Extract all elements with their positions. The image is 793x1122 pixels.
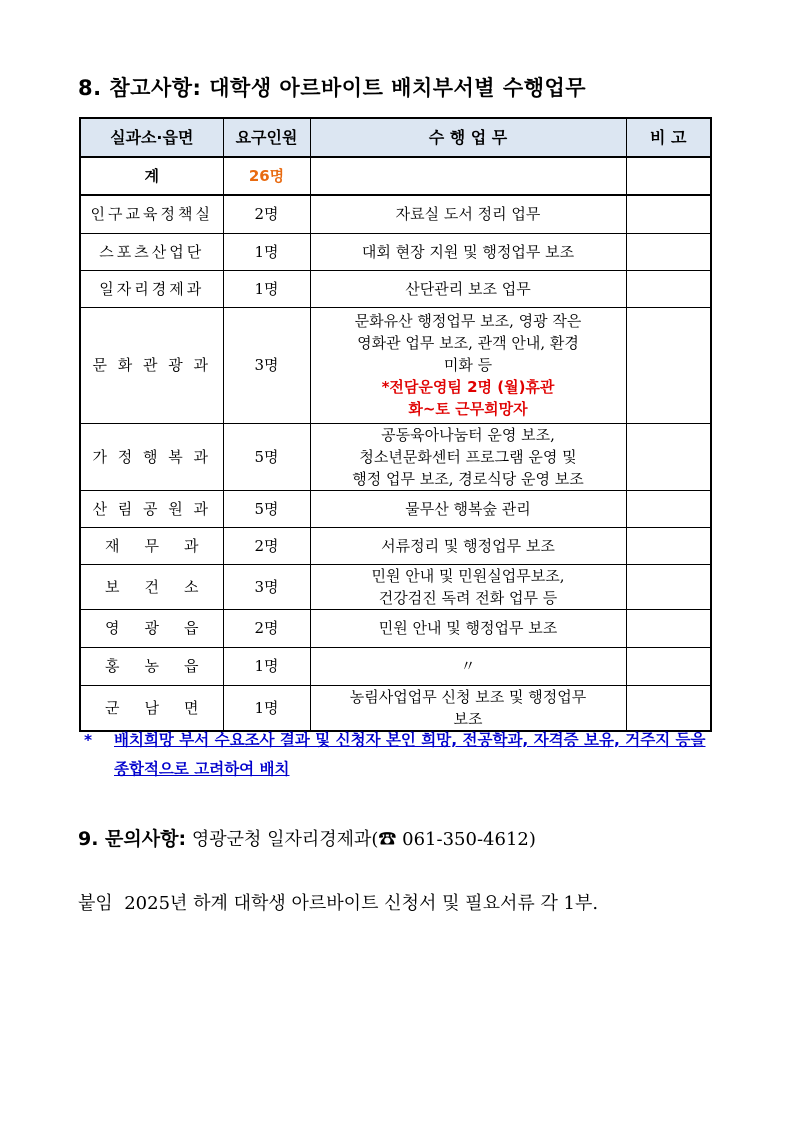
footnote	[84, 726, 724, 784]
task-line: 민원 안내 및 행정업무 보조	[378, 619, 558, 637]
total-row	[80, 157, 711, 195]
dept-char: 광	[144, 619, 159, 637]
task-line: 산단관리 보조 업무	[405, 279, 531, 298]
note-cell	[626, 233, 711, 270]
task-line: 보조	[453, 709, 483, 728]
note-cell	[626, 609, 711, 647]
dept-char: 군	[105, 698, 120, 717]
dept-name: 문 화 관 광 과	[92, 356, 212, 374]
task-line: 〃	[460, 657, 476, 675]
task-line: 청소년문화센터 프로그램 운영 및	[359, 447, 577, 466]
count-cell: 2명	[223, 609, 310, 647]
task-line: 농림사업업무 신청 보조 및 행정업무	[349, 687, 587, 706]
tasks-cell	[310, 490, 626, 527]
dept-char: 보	[105, 577, 120, 596]
table-row	[80, 490, 711, 527]
dept-name: 스포츠산업단	[99, 242, 205, 261]
dept-cell	[80, 423, 223, 490]
dept-name	[81, 576, 223, 598]
dept-name: 인구교육정책실	[90, 205, 213, 224]
header-dept: 실과소·읍면	[80, 118, 223, 157]
task-red-note: 화~토 근무희망자	[408, 400, 528, 418]
note-cell	[626, 647, 711, 685]
contact-text: 영광군청 일자리경제과(☎ 061-350-4612)	[191, 829, 536, 850]
tasks-cell	[310, 307, 626, 423]
table-row	[80, 423, 711, 490]
dept-name	[81, 535, 223, 557]
task-line: 공동육아나눔터 운영 보조,	[381, 425, 555, 444]
dept-char: 면	[184, 698, 199, 717]
tasks-cell	[310, 685, 626, 731]
tasks-cell	[310, 564, 626, 609]
footnote-text: 배치희망 부서 수요조사 결과 및 신청자 본인 희망, 전공학과, 자격증 보유, 거주지 등을 종합적으로 고려하여 배치	[114, 731, 706, 778]
dept-cell	[80, 564, 223, 609]
total-tasks	[310, 157, 626, 195]
task-line: 민원 안내 및 민원실업무보조,	[371, 566, 565, 585]
table-row	[80, 270, 711, 307]
dept-name	[81, 655, 223, 677]
table-row	[80, 609, 711, 647]
table-row	[80, 307, 711, 423]
attachment-line: 붙임 2025년 하계 대학생 아르바이트 신청서 및 필요서류 각 1부.	[78, 893, 599, 914]
dept-char: 영	[105, 619, 120, 637]
dept-char: 재	[105, 536, 120, 555]
task-line: 건강검진 독려 전화 업무 등	[378, 588, 558, 607]
contact-label: 9. 문의사항:	[78, 828, 187, 850]
note-cell	[626, 490, 711, 527]
task-line: 대회 현장 지원 및 행정업무 보조	[361, 242, 575, 261]
dept-char: 무	[144, 536, 159, 555]
assignment-table	[79, 117, 712, 732]
dept-char: 건	[144, 577, 159, 596]
dept-cell	[80, 685, 223, 731]
dept-cell	[80, 647, 223, 685]
dept-name	[81, 697, 223, 719]
task-red-note: *전담운영팀 2명 (월)휴관	[381, 378, 555, 396]
task-line: 문화유산 행정업무 보조, 영광 작은	[354, 312, 582, 330]
count-cell: 2명	[223, 195, 310, 233]
tasks-cell	[310, 609, 626, 647]
header-note: 비 고	[626, 118, 711, 157]
dept-char: 과	[184, 536, 199, 555]
dept-name: 산 림 공 원 과	[92, 499, 212, 518]
dept-cell	[80, 609, 223, 647]
dept-name: 일자리경제과	[99, 279, 205, 298]
dept-name: 가 정 행 복 과	[92, 447, 212, 466]
count-cell: 5명	[223, 490, 310, 527]
count-cell: 1명	[223, 270, 310, 307]
count-cell: 1명	[223, 647, 310, 685]
tasks-cell	[310, 647, 626, 685]
total-count: 26명	[223, 157, 310, 195]
count-cell: 5명	[223, 423, 310, 490]
dept-char: 농	[144, 657, 159, 675]
total-label: 계	[80, 157, 223, 195]
dept-char: 홍	[105, 657, 120, 675]
dept-name	[81, 617, 223, 639]
task-line: 미화 등	[443, 356, 493, 374]
contact-line	[78, 824, 536, 851]
note-cell	[626, 423, 711, 490]
dept-char: 읍	[184, 619, 199, 637]
note-cell	[626, 307, 711, 423]
note-cell	[626, 685, 711, 731]
dept-char: 읍	[184, 657, 199, 675]
task-line: 영화관 업무 보조, 관객 안내, 환경	[357, 334, 579, 352]
tasks-cell	[310, 527, 626, 564]
tasks-cell	[310, 423, 626, 490]
count-cell: 3명	[223, 307, 310, 423]
count-cell: 1명	[223, 233, 310, 270]
dept-cell	[80, 195, 223, 233]
count-cell: 2명	[223, 527, 310, 564]
dept-cell	[80, 233, 223, 270]
table-row	[80, 527, 711, 564]
dept-cell	[80, 490, 223, 527]
table-row	[80, 195, 711, 233]
task-line: 행정 업무 보조, 경로식당 운영 보조	[352, 469, 584, 488]
task-line: 자료실 도서 정리 업무	[395, 205, 541, 224]
dept-char: 소	[184, 577, 199, 596]
table-row	[80, 685, 711, 731]
table-row	[80, 233, 711, 270]
table-row	[80, 564, 711, 609]
footnote-star: *	[84, 731, 93, 749]
total-note	[626, 157, 711, 195]
header-tasks: 수 행 업 무	[310, 118, 626, 157]
tasks-cell	[310, 195, 626, 233]
note-cell	[626, 564, 711, 609]
task-line: 물무산 행복숲 관리	[405, 499, 531, 518]
header-count: 요구인원	[223, 118, 310, 157]
note-cell	[626, 527, 711, 564]
tasks-cell	[310, 233, 626, 270]
note-cell	[626, 195, 711, 233]
count-cell: 3명	[223, 564, 310, 609]
task-line: 서류정리 및 행정업무 보조	[381, 536, 555, 555]
dept-cell	[80, 527, 223, 564]
table-row	[80, 647, 711, 685]
table-header-row	[80, 118, 711, 157]
note-cell	[626, 270, 711, 307]
count-cell: 1명	[223, 685, 310, 731]
dept-cell	[80, 307, 223, 423]
section-8-title: 8. 참고사항: 대학생 아르바이트 배치부서별 수행업무	[78, 76, 587, 100]
dept-char: 남	[144, 698, 159, 717]
tasks-cell	[310, 270, 626, 307]
dept-cell	[80, 270, 223, 307]
